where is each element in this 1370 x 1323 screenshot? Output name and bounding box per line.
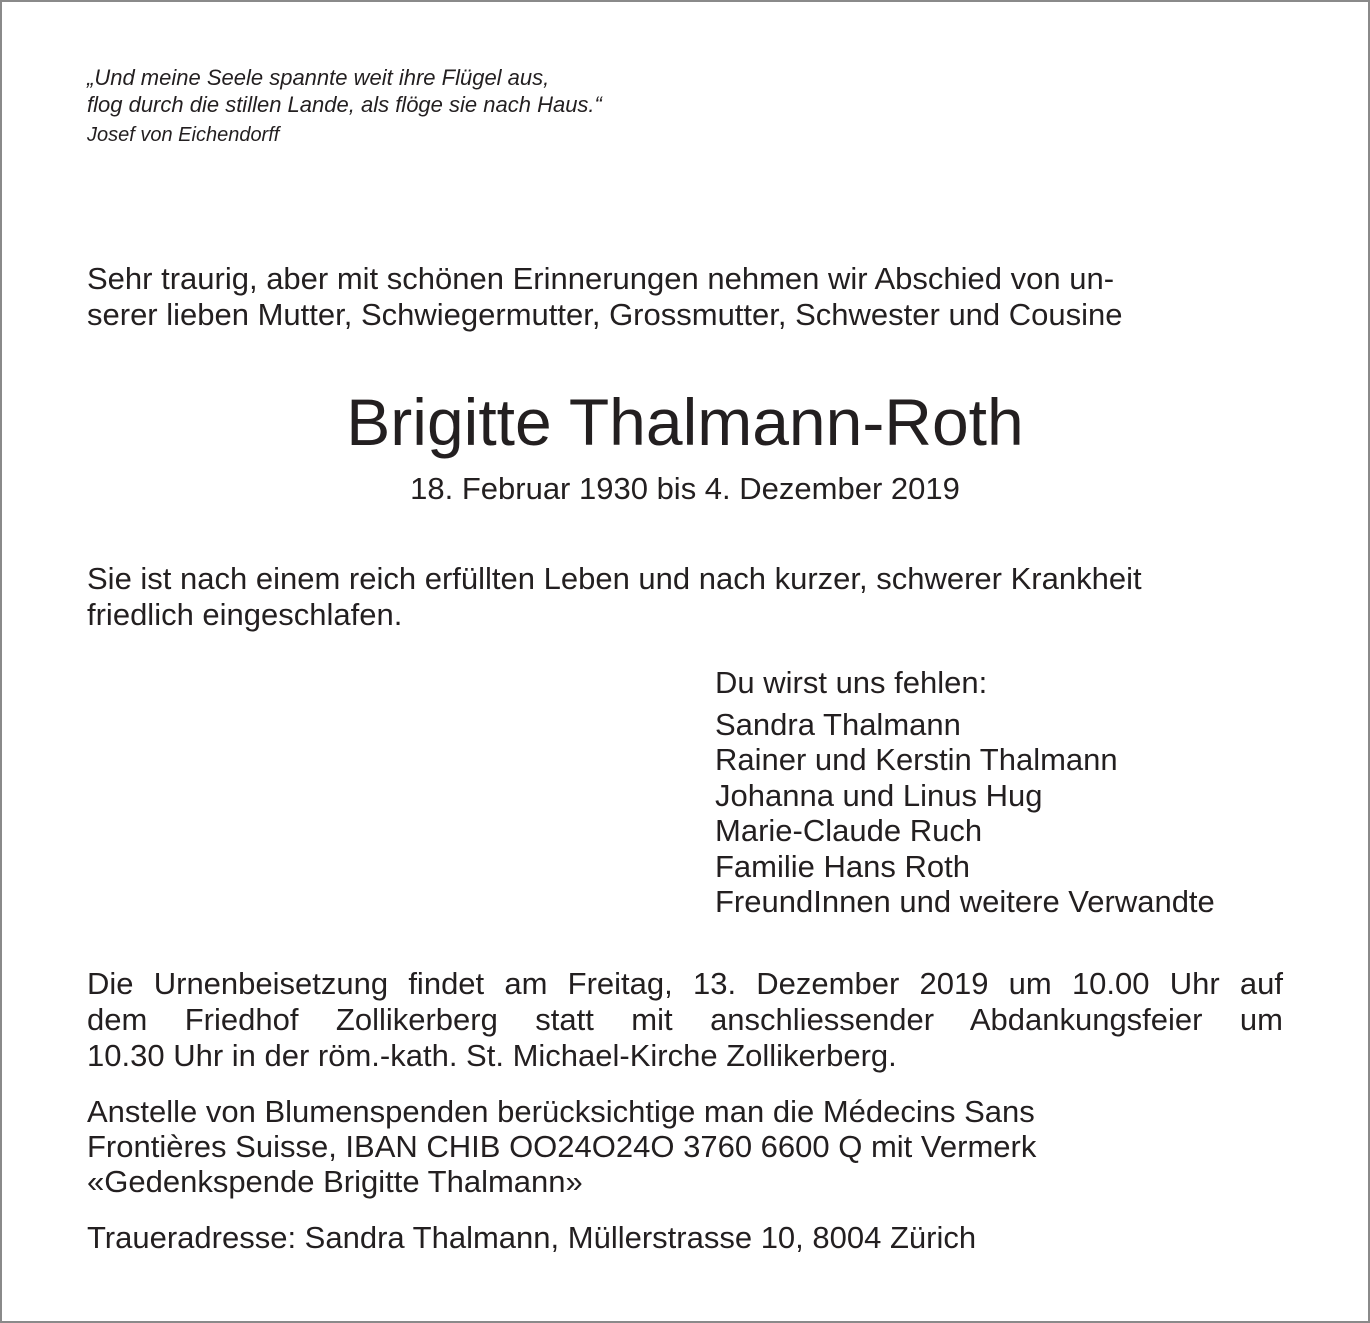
mourners-heading: Du wirst uns fehlen: [715, 665, 988, 700]
burial-line-1: Die Urnenbeisetzung findet am Freitag, 13. Dezember 2019 um 10.00 Uhr auf [87, 966, 1283, 1001]
burial-paragraph [87, 966, 1283, 1074]
mourner-name: Familie Hans Roth [715, 848, 970, 884]
death-notice-paragraph [87, 561, 1283, 633]
life-dates: 18. Februar 1930 bis 4. Dezember 2019 [410, 471, 960, 506]
mourner-name: Johanna und Linus Hug [715, 777, 1043, 813]
mourner-name: Marie-Claude Ruch [715, 813, 983, 848]
mourner-name: Rainer und Kerstin Thalmann [715, 742, 1118, 777]
mourner-name: Sandra Thalmann [715, 706, 961, 742]
mourning-address: Traueradresse: Sandra Thalmann, Müllerstrasse 10, 8004 Zürich [87, 1220, 977, 1255]
death-line-2: friedlich eingeschlafen. [87, 597, 403, 632]
intro-line-1: Sehr traurig, aber mit schönen Erinnerungen nehmen wir Abschied von un- [87, 261, 1115, 296]
death-line-1: Sie ist nach einem reich erfüllten Leben und nach kurzer, schwerer Krankheit [87, 561, 1142, 596]
donation-line-1: Anstelle von Blumenspenden berücksichtige man die Médecins Sans [87, 1094, 1035, 1129]
donation-paragraph [87, 1094, 1036, 1199]
burial-line-3: 10.30 Uhr in der röm.-kath. St. Michael-Kirche Zollikerberg. [87, 1038, 897, 1073]
mourners-list [715, 665, 1215, 920]
deceased-name: Brigitte Thalmann-Roth [346, 385, 1024, 459]
epigraph-quote [87, 64, 602, 148]
quote-line-1: „Und meine Seele spannte weit ihre Flügel aus, [87, 65, 550, 90]
donation-line-2: Frontières Suisse, IBAN CHIB OO24O24O 3760 6600 Q mit Vermerk [87, 1129, 1037, 1164]
intro-line-2: serer lieben Mutter, Schwiegermutter, Grossmutter, Schwester und Cousine [87, 297, 1123, 332]
quote-author: Josef von Eichendorff [87, 124, 280, 146]
donation-line-3: «Gedenkspende Brigitte Thalmann» [87, 1164, 583, 1199]
intro-paragraph [87, 261, 1283, 333]
quote-line-2: flog durch die stillen Lande, als flöge sie nach Haus.“ [87, 92, 602, 117]
mourner-name: FreundInnen und weitere Verwandte [715, 884, 1215, 919]
burial-line-2: dem Friedhof Zollikerberg statt mit anschliessender Abdankungsfeier um [87, 1002, 1283, 1037]
